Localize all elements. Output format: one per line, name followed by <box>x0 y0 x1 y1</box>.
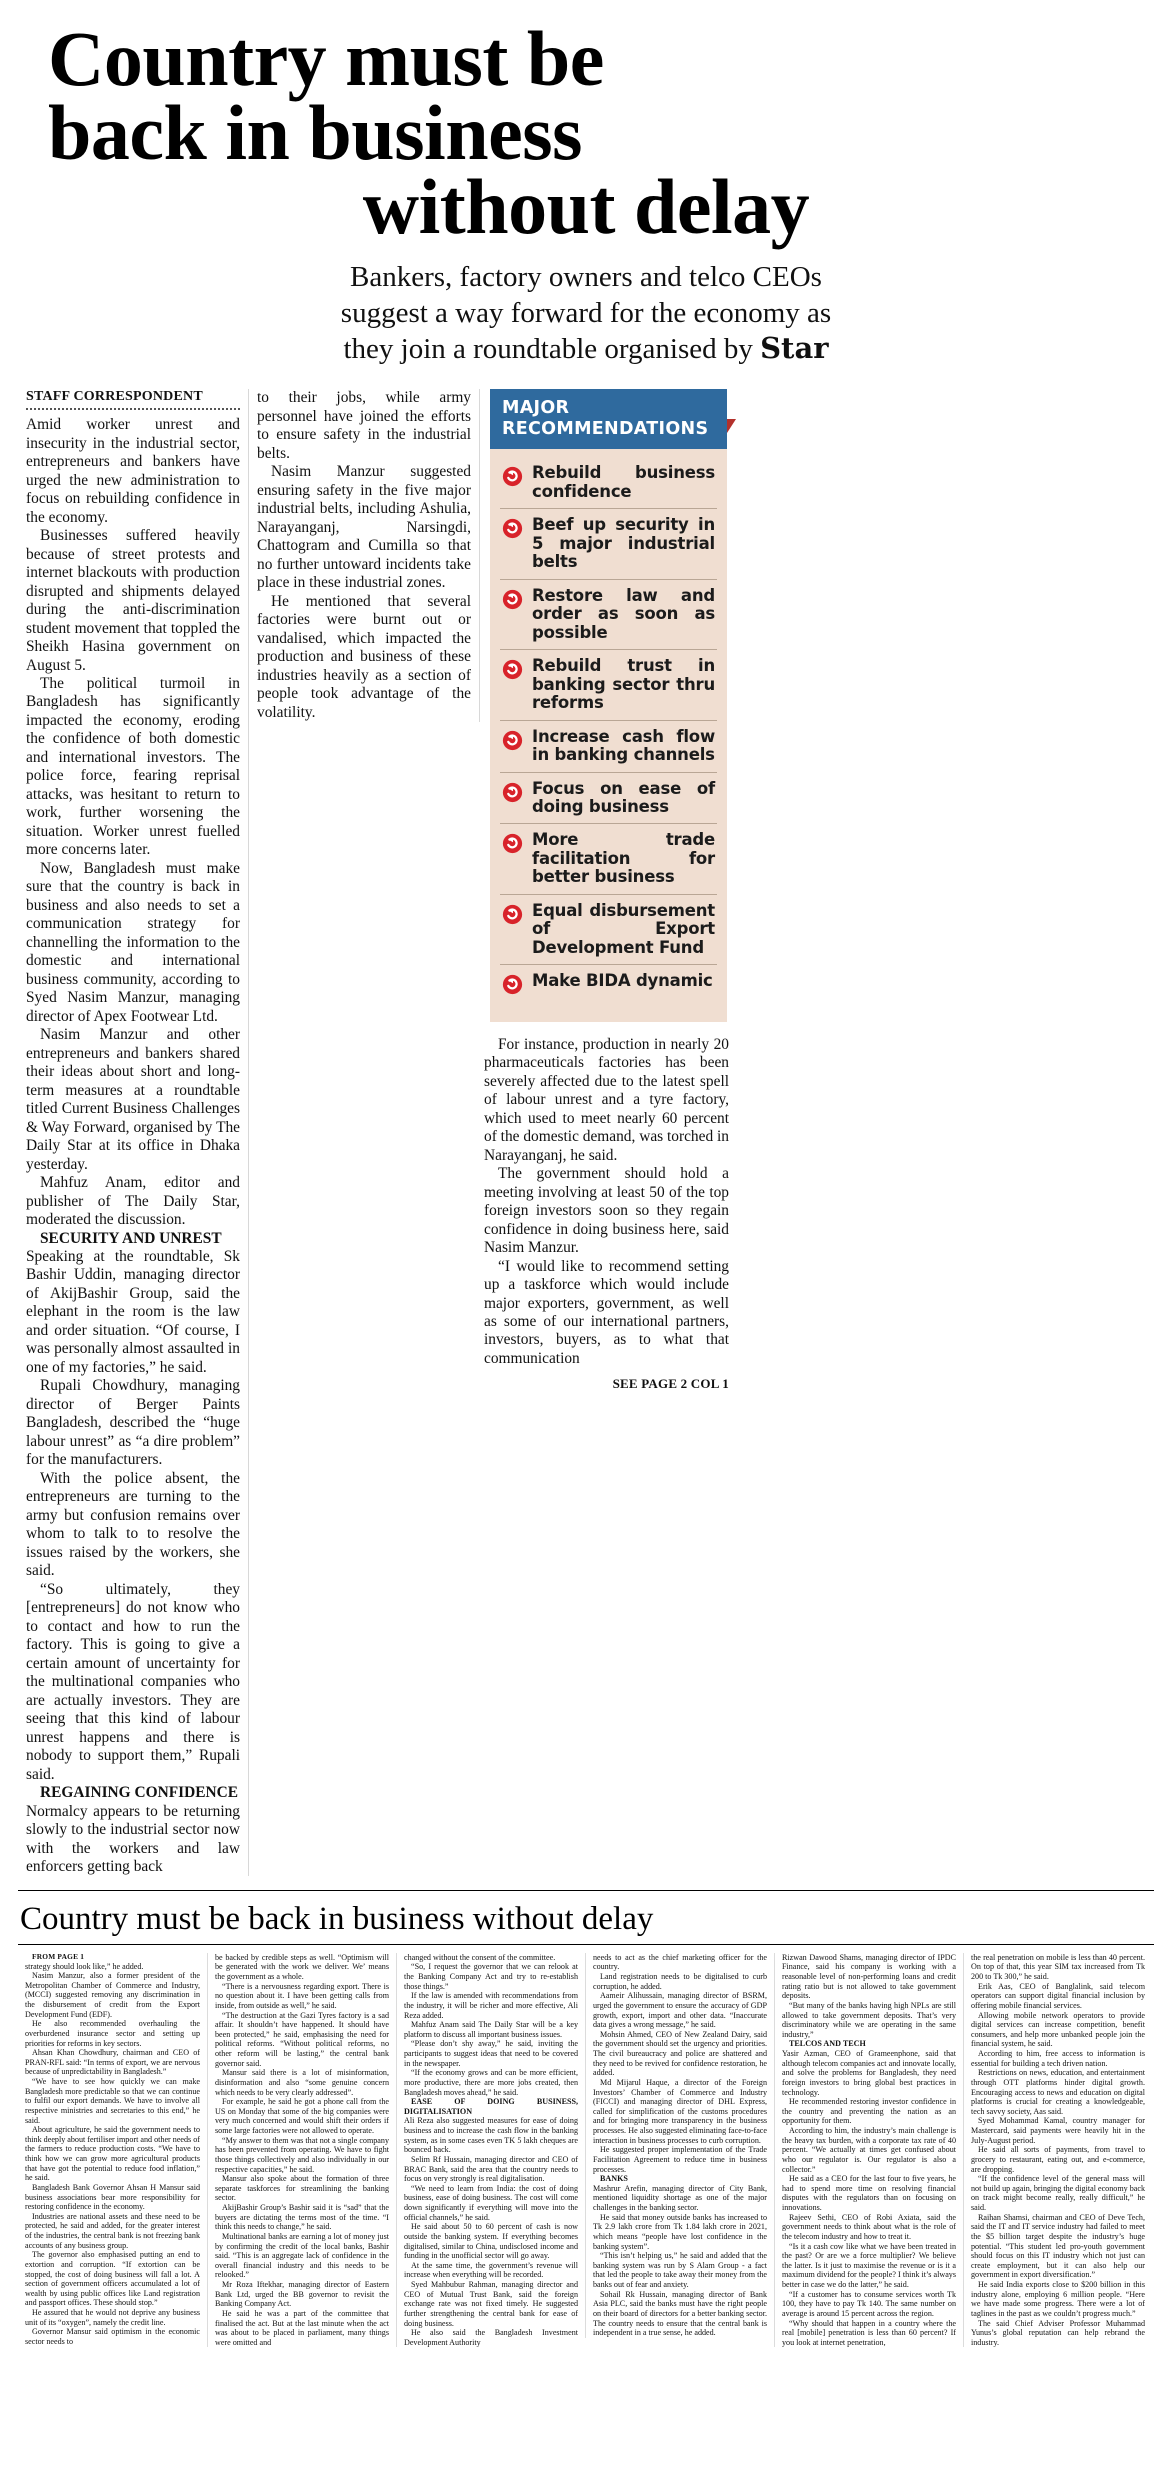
paragraph: He said India exports close to $200 billion in this industry alone, employing 6 million people. “Here we have made some progress. There were a lot of taglines in the past as we couldn’t progress much.” <box>971 2280 1145 2318</box>
paragraph: “So ultimately, they [entrepreneurs] do not know who to contact and how to run the factory. This is going to give a certain amount of uncertainty for the multinational companies who are actually investors. They are seeing that this kind of labour unrest happens and there is nobody to support them,” Rupali said. <box>26 1580 240 1783</box>
recommendation-text: Focus on ease of doing business <box>532 778 715 816</box>
paragraph: Businesses suffered heavily because of street protests and internet blackouts with production disrupted and shipments delayed during the anti-discrimination student movement that toppled the Sheikh Hasina government on August 5. <box>26 527 240 674</box>
list-item <box>500 579 717 649</box>
paragraph: “If the confidence level of the general mass will not build up again, bringing the digital economy back on track might become really, really difficult,” he said. <box>971 2174 1145 2213</box>
paragraph: For instance, production in nearly 20 pharmaceuticals factories has been severely affected due to the latest spell of labour unrest and a tyre factory, which used to meet nearly 60 percent of the domestic demand, was torched in Narayanganj, he said. <box>484 1035 729 1164</box>
headline-line-2: back in business <box>48 89 582 177</box>
jump-column-6 <box>963 1953 1152 2348</box>
deck-line-3: they join a roundtable organised by <box>343 333 753 366</box>
jump-column-3 <box>396 1953 585 2348</box>
article-column-2 <box>249 389 480 722</box>
headline-line-3: without delay <box>362 163 810 251</box>
recommendation-text: Rebuild business confidence <box>532 463 715 501</box>
paragraph: “Is it a cash cow like what we have been treated in the past? Or are we a force multiplier? We believe the latter. Is it just to maximise the revenue or is it a maximum dividend for the people? I think it’s always better in case we do the latter,” he said. <box>782 2241 956 2290</box>
arrow-circle-icon <box>502 904 523 930</box>
jump-article-columns <box>18 1953 1154 2348</box>
paragraph: needs to act as the chief marketing officer for the country. <box>593 1952 767 1972</box>
paragraph: The said Chief Adviser Professor Muhammad Yunus’s global reputation can help rebrand the industry. <box>971 2318 1145 2347</box>
jump-divider-top <box>18 1890 1154 1891</box>
paragraph: Amid worker unrest and insecurity in the industrial sector, entrepreneurs and bankers have urged the new administration to focus on rebuilding confidence in the economy. <box>26 416 240 526</box>
deck-line-2: suggest a way forward for the economy as <box>340 296 832 329</box>
list-item <box>500 649 717 719</box>
paragraph: Bangladesh Bank Governor Ahsan H Mansur said business associations bear more responsibility for restoring confidence in the economy. <box>25 2182 200 2212</box>
paragraph: Mohsin Ahmed, CEO of New Zealand Dairy, said the government should set the urgency and priorities. The civil bureaucracy and police are shattered and they need to be revived for confidence restoration, he added. <box>593 2029 767 2078</box>
paragraph: Aameir Alihussain, managing director of BSRM, urged the government to ensure the accuracy of GDP growth, export, import and other data. “Inaccurate data gives a wrong message,” he said. <box>593 1991 767 2030</box>
recommendation-text: Increase cash flow in banking channels <box>532 726 715 765</box>
paragraph: Rajeev Sethi, CEO of Robi Axiata, said the government needs to think about what is the role of the telecom industry and how to treat it. <box>782 2212 956 2241</box>
paragraph: AkijBashir Group’s Bashir said it is “sad” that the buyers are dictating the terms most of the time. “I think this needs to change,” he said. <box>215 2203 389 2232</box>
arrow-circle-icon <box>502 659 523 685</box>
paragraph: Mansur said there is a lot of misinformation, disinformation and also “some genuine concern which needs to be very clearly addressed”. <box>215 2068 389 2097</box>
page-title <box>18 15 1154 251</box>
paragraph: Nasim Manzur, also a former president of the Metropolitan Chamber of Commerce and Industry, (MCCI) suggested removing any discrimination in the disbursement of credit from the Export Development Fund (EDF). <box>25 1971 200 2019</box>
paragraph: Industries are national assets and these need to be protected, he said and added, for the greater interest of the industries, the central bank is not freezing bank accounts of any business group. <box>25 2211 200 2250</box>
paragraph: Mahfuz Anam, editor and publisher of The Daily Star, moderated the discussion. <box>26 1174 240 1229</box>
paragraph: Rupali Chowdhury, managing director of Berger Paints Bangladesh, described the “huge labour unrest” as “a dire problem” for the manufacturers. <box>26 1377 240 1469</box>
paragraph: “My answer to them was that not a single company has been prevented from operating. We have to fight those things collectively and also individually in our respective capacities,” he said. <box>215 2135 389 2174</box>
paragraph: According to him, the industry’s main challenge is the heavy tax burden, with a corporate tax rate of 40 percent. “We actually at times get confused about who our regulator is. Our regulator is also a collector.” <box>782 2126 956 2174</box>
paragraph: “But many of the banks having high NPLs are still allowed to take government deposits. That’s very discriminatory while we are operating in the same industry,” <box>782 2000 956 2039</box>
list-item <box>500 823 717 893</box>
article-continuation <box>484 1036 729 1392</box>
recommendation-text: Equal disbursement of Export Development Fund <box>532 900 715 957</box>
paragraph: “The destruction at the Gazi Tyres factory is a sad affair. It shouldn’t have happened. It should have been protected,” he said, emphasising the need for political reforms. “Without political reforms, no other reform will be lasting,” the central bank governor said. <box>215 2010 389 2068</box>
arrow-circle-icon <box>502 518 523 544</box>
list-item <box>500 894 717 964</box>
section-subhead: REGAINING CONFIDENCE <box>40 1784 238 1802</box>
paragraph: Rizwan Dawood Shams, managing director of IPDC Finance, said his company is working with a reasonable level of non-performing loans and credit rating ratio but is not allowed to take government deposits. <box>782 1952 956 2001</box>
jump-divider-bottom <box>18 1944 1154 1945</box>
corner-fold-decoration <box>727 419 736 433</box>
deck-line-1: Bankers, factory owners and telco CEOs <box>350 261 822 294</box>
paragraph: Now, Bangladesh must make sure that the country is back in business and also needs to set a communication strategy for channelling the information to the domestic and international business community, according to Syed Nasim Manzur, managing director of Apex Footwear Ltd. <box>26 859 240 1025</box>
paragraph: Erik Aas, CEO of Banglalink, said telecom operators can support digital financial inclusion by offering mobile financial services. <box>971 1981 1145 2010</box>
paragraph: For example, he said he got a phone call from the US on Monday that some of the big companies were very much concerned and would shift their orders if some large factories were not allowed to operate. <box>215 2097 389 2136</box>
list-item <box>500 772 717 824</box>
paragraph: He said he was a part of the committee that finalised the act. But at the last minute when the act was about to be placed in parliament, many things were omitted and <box>215 2308 389 2347</box>
section-subhead: SECURITY AND UNREST <box>40 1229 222 1247</box>
paragraph: The political turmoil in Bangladesh has significantly impacted the economy, eroding the confidence of both domestic and international investors. The police force, fearing reprisal attacks, was hesitant to return to work, further worsening the situation. Worker unrest fuelled more concerns later. <box>26 674 240 859</box>
paragraph: Mansur also spoke about the formation of three separate taskforces for streamlining the banking sector. <box>215 2174 389 2203</box>
list-item <box>500 964 717 1007</box>
paragraph: Md Mijarul Haque, a director of the Foreign Investors’ Chamber of Commerce and Industry (FICCI) and managing director of DHL Express, called for simplification of the customs procedures and for bringing more transparency in the business processes. He also suggested eliminating face-to-face interaction in business processes to curb corruption. <box>593 2077 767 2145</box>
paragraph: Selim Rf Hussain, managing director and CEO of BRAC Bank, said the area that the country needs to focus on very strongly is real digitalisation. <box>404 2154 578 2184</box>
recommendation-text: More trade facilitation for better business <box>532 830 715 887</box>
paragraph: “I would like to recommend setting up a taskforce which would include major exporters, government, as well as some of our international partners, investors, buyers, as to what that communication <box>484 1257 729 1367</box>
jump-column-1 <box>18 1953 207 2347</box>
byline: STAFF CORRESPONDENT <box>26 389 203 405</box>
arrow-circle-icon <box>502 589 523 615</box>
paragraph: “This isn’t helping us,” he said and added that the banking system was run by S Alam Group - a fact that led the people to take away their money from the banks out of fear and anxiety. <box>593 2251 767 2290</box>
paragraph: strategy should look like,” he added. <box>25 1961 144 1971</box>
arrow-circle-icon <box>502 782 523 808</box>
jump-column-5 <box>774 1953 963 2348</box>
article-column-3 <box>480 389 733 1392</box>
paragraph: He also recommended overhauling the overburdened insurance sector and setting up priorities for reforms in key sectors. <box>25 2019 200 2048</box>
paragraph: Raihan Shamsi, chairman and CEO of Deve Tech, said the IT and IT service industry had failed to meet the $5 billion target despite the industry’s huge potential. “This student led pro-youth government should focus on this IT industry which not just can create employment, but it can also help our government in export diversification.” <box>971 2212 1145 2280</box>
paragraph: “So, I request the governor that we can relook at the Banking Company Act and try to re-establish those things.” <box>404 1962 578 1991</box>
recommendation-text: Rebuild trust in banking sector thru reforms <box>532 656 715 713</box>
paragraph: be backed by credible steps as well. “Optimism will be generated with the work we deliver. We’ means the government as a whole. <box>215 1952 389 1982</box>
paragraph: Normalcy appears to be returning slowly to the industrial sector now with the workers and law enforcers getting back <box>26 1802 240 1875</box>
paragraph: the real penetration on mobile is less than 40 percent. On top of that, this year SIM tax increased from Tk 200 to Tk 300,” he said. <box>971 1952 1145 1982</box>
paragraph: He recommended restoring investor confidence in the country and preventing the nation as an opportunity for them. <box>782 2097 956 2126</box>
byline-rule <box>26 408 240 410</box>
paragraph: With the police absent, the entrepreneurs are turning to the army but confusion remains over whom to talk to to resolve the issues raised by the workers, she said. <box>26 1469 240 1580</box>
paragraph: If the law is amended with recommendations from the industry, it will be richer and more effective, Ali Reza added. <box>404 1991 578 2020</box>
paragraph: Nasim Manzur and other entrepreneurs and bankers shared their ideas about short and long-term measures at a roundtable titled Current Business Challenges & Way Forward, organised by The Daily Star at its office in Dhaka yesterday. <box>26 1026 240 1173</box>
paragraph: He said about 50 to 60 percent of cash is now outside the banking system. If everything becomes digitalised, similar to China, undisclosed income and funding in the unofficial sector will go away. <box>404 2222 578 2261</box>
paragraph: Syed Mahbubur Rahman, managing director and CEO of Mutual Trust Bank, said the foreign exchange rate was not fixed timely. He suggested further strengthening the central bank for ease of doing business. <box>404 2280 578 2328</box>
paragraph: Syed Mohammad Kamal, country manager for Mastercard, said payments were heavily hit in the July-August period. <box>971 2116 1145 2145</box>
jump-headline: Country must be back in business without delay <box>20 1901 654 1938</box>
paragraph: Speaking at the roundtable, Sk Bashir Uddin, managing director of AkijBashir Group, said the elephant in the room is the law and order situation. “Of course, I was personally almost assaulted in one of my factories,” he said. <box>26 1248 240 1376</box>
article-column-1 <box>18 389 249 1876</box>
paragraph: Mahfuz Anam said The Daily Star will be a key platform to discuss all important business issues. <box>404 2020 578 2039</box>
paragraph: Nasim Manzur suggested ensuring safety in the five major industrial belts, including Ashulia, Narayanganj, Narsingdi, Chattogram and Cumilla so that no further untoward incidents take place in these industrial zones. <box>257 463 471 592</box>
arrow-circle-icon <box>502 730 523 756</box>
paragraph: He assured that he would not deprive any business unit of its “oxygen”, namely the credit line. <box>25 2308 200 2327</box>
paragraph: Mr Roza Iftekhar, managing director of Eastern Bank Ltd, urged the BB governor to revisit the Banking Company Act. <box>215 2280 389 2309</box>
paragraph: Ali Reza also suggested measures for ease of doing business and to increase the cash flow in the banking system, as in some cases even TK 5 lakh cheques are bounced back. <box>404 2116 578 2155</box>
paragraph: He said that money outside banks has increased to Tk 2.9 lakh crore from Tk 1.84 lakh crore in 2021, which means “people have lost confidence in the banking system”. <box>593 2212 767 2251</box>
paragraph: “Why should that happen in a country where the real [mobile] penetration is less than 60 percent? If you look at internet penetration, <box>782 2318 956 2347</box>
list-item <box>500 720 717 772</box>
section-subhead: EASE OF DOING BUSINESS, DIGITALISATION <box>404 2097 578 2116</box>
paragraph: At the same time, the government’s revenue will increase when everything will be recorded. <box>404 2260 578 2280</box>
section-subhead: TELCOS AND TECH <box>789 2039 866 2049</box>
paragraph: “We need to learn from India: the cost of doing business, ease of doing business. The cost will come down significantly if everything will move into the official channels,” he said. <box>404 2183 578 2222</box>
paragraph: Land registration needs to be digitalised to curb corruption, he added. <box>593 1972 767 1991</box>
paragraph: Mashrur Arefin, managing director of City Bank, mentioned liquidity shortage as one of the major challenges in the banking sector. <box>593 2183 767 2213</box>
from-page-label: FROM PAGE 1 <box>32 1951 85 1961</box>
paragraph: He mentioned that several factories were burnt out or vandalised, which impacted the production and business of these industries heavily as a section of people took advantage of the volatility. <box>257 592 471 721</box>
jump-column-2 <box>207 1953 396 2348</box>
paragraph: He said as a CEO for the last four to five years, he had to spend more time on resolving financial disputes with the regulators than on focusing on innovations. <box>782 2174 956 2213</box>
paragraph: Ahsan Khan Chowdhury, chairman and CEO of PRAN-RFL said: “In terms of export, we are nervous because of unpredictability in Bangladesh.” <box>25 2048 200 2077</box>
paragraph: “Please don’t shy away,” he said, inviting the participants to suggest ideas that need to be covered in the newspaper. <box>404 2039 578 2068</box>
main-article-columns <box>18 389 1154 1876</box>
paragraph: About agriculture, he said the government needs to think deeply about fertiliser import and other needs of the farmers to reduce production costs. “We have to think how we can grow more agricultural products that have got the potential to reduce food inflation,” he said. <box>25 2125 200 2183</box>
paragraph: changed without the consent of the committee. <box>404 1952 556 1962</box>
paragraph: Allowing mobile network operators to provide digital services can increase competition, benefit consumers, and help more unbanked people join the financial system, he said. <box>971 2010 1145 2049</box>
paragraph: He said all sorts of payments, from travel to grocery to restaurant, eating out, and e-commerce, are dropping. <box>971 2145 1145 2174</box>
paragraph: The government should hold a meeting involving at least 50 of the top foreign investors soon so they regain confidence in doing business here, said Nasim Manzur. <box>484 1165 729 1257</box>
recommendations-title: MAJOR RECOMMENDATIONS <box>490 389 727 449</box>
major-recommendations-box <box>490 389 727 1021</box>
paragraph: “If a customer has to consume services worth Tk 100, they have to pay Tk 140. The same number on average is around 15 percent across the region. <box>782 2289 956 2318</box>
recommendation-text: Restore law and order as soon as possible <box>532 585 715 642</box>
paragraph: to their jobs, while army personnel have joined the efforts to ensure safety in the industrial belts. <box>257 389 471 462</box>
paragraph: He suggested proper implementation of the Trade Facilitation Agreement to reduce time in business processes. <box>593 2145 767 2174</box>
recommendation-text: Make BIDA dynamic <box>532 971 713 991</box>
paragraph: “If the economy grows and can be more efficient, more productive, there are more jobs created, then Bangladesh moves ahead,” he said. <box>404 2068 578 2097</box>
arrow-circle-icon <box>502 466 523 492</box>
paragraph: Restrictions on news, education, and entertainment through OTT platforms hinder digital growth. Encouraging access to news and education on digital platforms is crucial for creating a knowledgeable, tech savvy society, Aas said. <box>971 2068 1145 2116</box>
newspaper-page <box>0 15 1172 2488</box>
recommendations-list <box>490 449 727 1021</box>
paragraph: Governor Mansur said optimism in the economic sector needs to <box>25 2327 200 2346</box>
headline-line-1: Country must be <box>48 15 604 102</box>
jump-column-4 <box>585 1953 774 2338</box>
headline-deck <box>256 260 916 367</box>
paragraph: The governor also emphasised putting an end to extortion and corruption. “If extortion can be stopped, the cost of doing business will fall a lot. A section of government officers accumulated a lot of wealth by using public offices like Land registration and passport offices. These should stop.” <box>25 2250 200 2308</box>
recommendation-text: Beef up security in 5 major industrial belts <box>532 515 715 572</box>
see-page-reference[interactable]: SEE PAGE 2 COL 1 <box>612 1376 729 1392</box>
deck-star-wordmark: Star <box>760 331 829 366</box>
paragraph: Yasir Azman, CEO of Grameenphone, said that although telecom companies act and innovate locally, and solve the problems for Bangladesh, they need foreign investors to bring global best practices in technology. <box>782 2049 956 2097</box>
paragraph: “We have to see how quickly we can make Bangladesh more predictable so that we can continue to fulfil our export demands. We have to involve all respective ministries and secretaries to this end,” he said. <box>25 2077 200 2125</box>
paragraph: According to him, free access to information is essential for building a tech driven nation. <box>971 2049 1145 2068</box>
paragraph: “There is a nervousness regarding export. There is no question about it. I have been getting calls from inside, from outside as well,” he said. <box>215 1981 389 2010</box>
arrow-circle-icon <box>502 833 523 859</box>
list-item <box>500 508 717 578</box>
list-item <box>500 459 717 508</box>
paragraph: Sohail Rk Hussain, managing director of Bank Asia PLC, said the banks must have the right people on their board of directors for a better banking sector. The country needs to ensure that the central bank is independent in a true sense, he added. <box>593 2289 767 2338</box>
paragraph: Multinational banks are earning a lot of money just by confirming the credit of the local banks, Bashir said. “This is an aggregate lack of confidence in the overall financial industry and this needs to be relooked.” <box>215 2231 389 2280</box>
section-subhead: BANKS <box>600 2174 628 2184</box>
paragraph: He also said the Bangladesh Investment Development Authority <box>404 2328 578 2347</box>
arrow-circle-icon <box>502 974 523 1000</box>
